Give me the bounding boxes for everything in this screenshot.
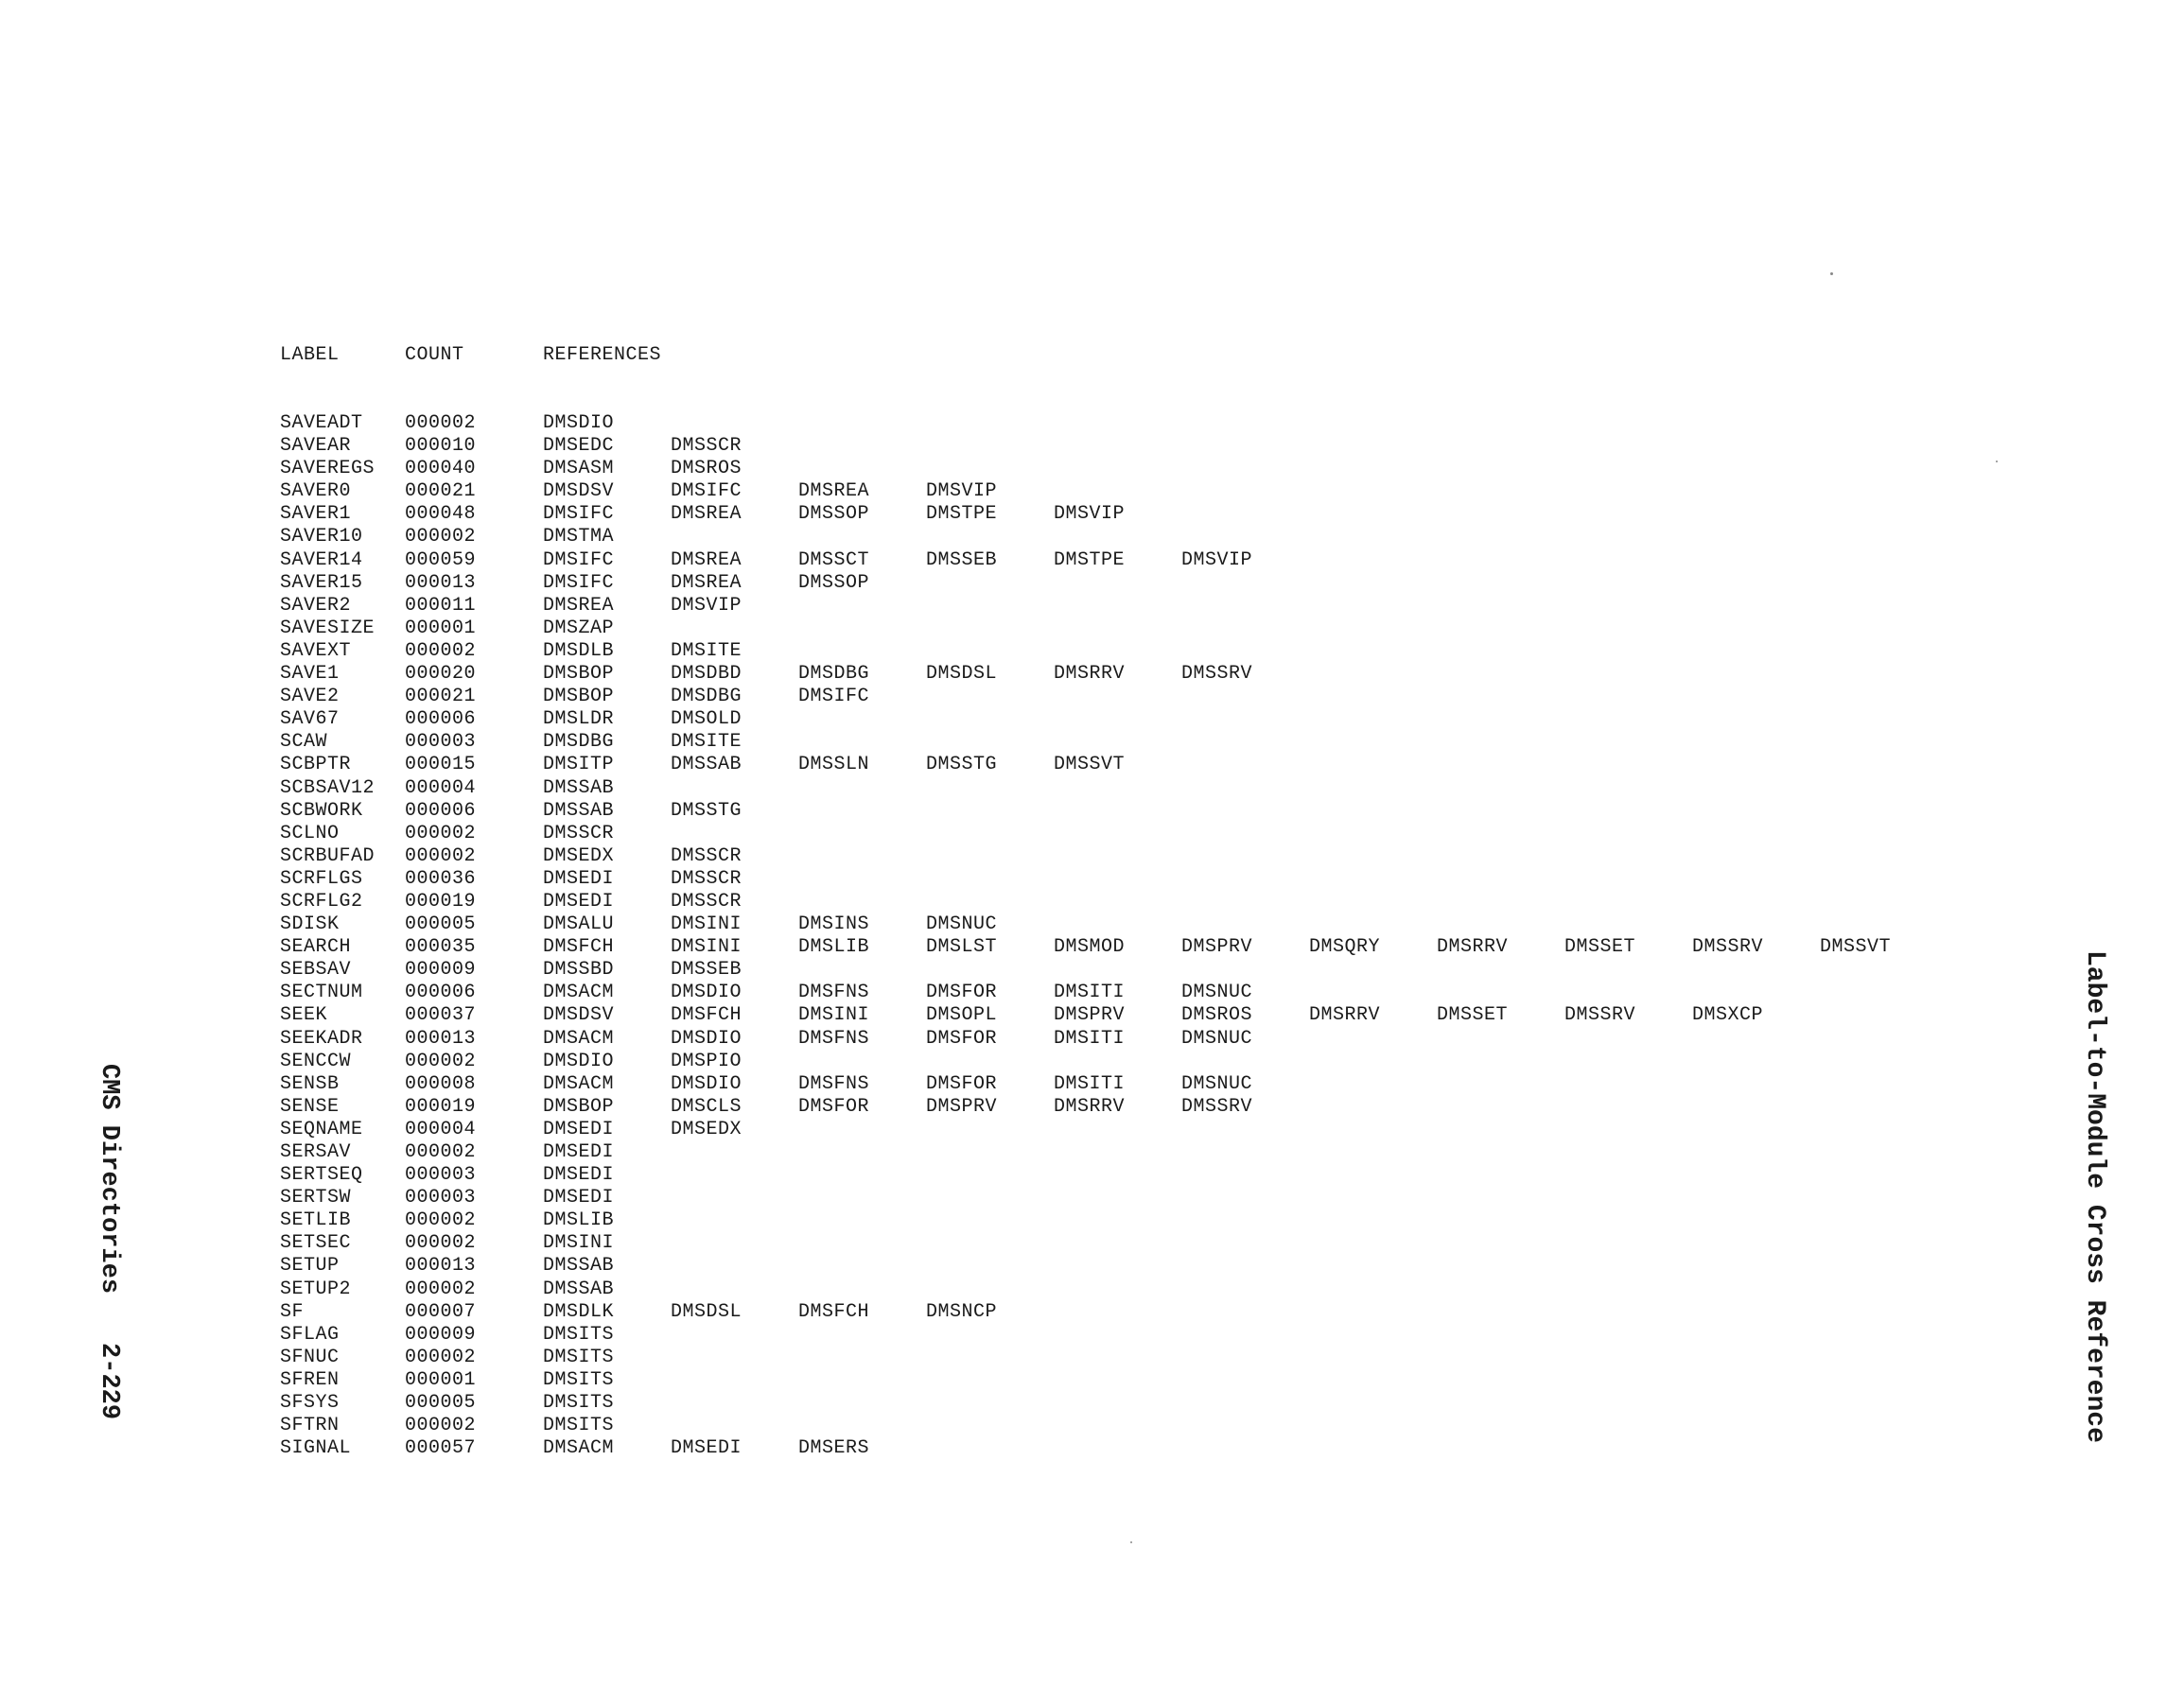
row-count: 000006 <box>405 708 477 731</box>
module-reference: DMSROS <box>671 458 743 480</box>
module-reference: DMSITS <box>543 1323 615 1346</box>
module-reference: DMSINI <box>671 913 743 936</box>
section-title: CMS Directories <box>95 1064 123 1295</box>
row-label: SCLNO <box>280 822 340 844</box>
row-count: 000002 <box>405 1050 477 1072</box>
module-reference: DMSSRV <box>1181 663 1253 686</box>
row-count: 000009 <box>405 1323 477 1346</box>
row-label: SAV67 <box>280 708 340 731</box>
module-reference: DMSFCH <box>543 936 615 959</box>
module-reference: DMSVIP <box>671 594 743 617</box>
module-reference: DMSINI <box>543 1232 615 1255</box>
module-reference: DMSITI <box>1054 1027 1126 1050</box>
module-reference: DMSEDI <box>543 867 615 890</box>
row-label: SAVEXT <box>280 639 352 662</box>
module-reference: DMSLST <box>926 936 998 959</box>
module-reference: DMSPRV <box>926 1095 998 1118</box>
module-reference: DMSASM <box>543 458 615 480</box>
module-reference: DMSITS <box>543 1346 615 1368</box>
module-reference: DMSRRV <box>1054 1095 1126 1118</box>
module-reference: DMSVIP <box>1054 503 1126 526</box>
module-reference: DMSIFC <box>798 686 870 708</box>
scan-speck <box>1996 461 1998 462</box>
row-count: 000002 <box>405 1415 477 1437</box>
module-reference: DMSVIP <box>926 480 998 503</box>
module-reference: DMSRRV <box>1054 663 1126 686</box>
module-reference: DMSNUC <box>926 913 998 936</box>
row-label: SEEKADR <box>280 1027 363 1050</box>
module-reference: DMSNCP <box>926 1300 998 1323</box>
module-reference: DMSSAB <box>543 1278 615 1300</box>
row-label: SCRFLGS <box>280 867 363 890</box>
module-reference: DMSDIO <box>671 1027 743 1050</box>
row-label: SERTSW <box>280 1187 352 1209</box>
module-reference: DMSRRV <box>1309 1004 1381 1027</box>
left-margin-caption <box>95 1064 123 1480</box>
row-label: SAVE1 <box>280 663 340 686</box>
row-label: SAVER2 <box>280 594 352 617</box>
row-label: SDISK <box>280 913 340 936</box>
row-count: 000005 <box>405 1392 477 1415</box>
row-label: SFREN <box>280 1368 340 1391</box>
module-reference: DMSSLN <box>798 754 870 776</box>
module-reference: DMSDLB <box>543 639 615 662</box>
module-reference: DMSSRV <box>1564 1004 1636 1027</box>
row-label: SAVER15 <box>280 571 363 594</box>
module-reference: DMSEDX <box>543 844 615 867</box>
row-count: 000002 <box>405 1232 477 1255</box>
module-reference: DMSSTG <box>671 799 743 822</box>
module-reference: DMSBOP <box>543 1095 615 1118</box>
row-label: SAVER14 <box>280 548 363 571</box>
module-reference: DMSFOR <box>926 1072 998 1095</box>
module-reference: DMSSBD <box>543 959 615 982</box>
module-reference: DMSITI <box>1054 1072 1126 1095</box>
row-count: 000059 <box>405 548 477 571</box>
module-reference: DMSITI <box>1054 982 1126 1004</box>
module-reference: DMSREA <box>671 548 743 571</box>
row-label: SETUP2 <box>280 1278 352 1300</box>
row-count: 000001 <box>405 617 477 639</box>
scan-speck <box>1830 272 1833 275</box>
module-reference: DMSEDI <box>543 1118 615 1140</box>
module-reference: DMSTPE <box>926 503 998 526</box>
row-count: 000019 <box>405 890 477 913</box>
row-count: 000009 <box>405 959 477 982</box>
row-count: 000035 <box>405 936 477 959</box>
module-reference: DMSFCH <box>671 1004 743 1027</box>
row-count: 000003 <box>405 1187 477 1209</box>
module-reference: DMSBOP <box>543 663 615 686</box>
module-reference: DMSDIO <box>543 1050 615 1072</box>
module-reference: DMSBOP <box>543 686 615 708</box>
count-column-header: COUNT <box>405 344 464 366</box>
module-reference: DMSNUC <box>1181 1072 1253 1095</box>
row-label: SCBSAV12 <box>280 776 376 799</box>
module-reference: DMSITS <box>543 1368 615 1391</box>
module-reference: DMSDSL <box>926 663 998 686</box>
row-count: 000010 <box>405 435 477 458</box>
row-label: SENSE <box>280 1095 340 1118</box>
module-reference: DMSZAP <box>543 617 615 639</box>
row-label: SERTSEQ <box>280 1164 363 1187</box>
references-column-header: REFERENCES <box>543 344 662 366</box>
module-reference: DMSSTG <box>926 754 998 776</box>
row-count: 000020 <box>405 663 477 686</box>
row-count: 000003 <box>405 731 477 754</box>
module-reference: DMSITS <box>543 1415 615 1437</box>
module-reference: DMSDSL <box>671 1300 743 1323</box>
module-reference: DMSNUC <box>1181 1027 1253 1050</box>
module-reference: DMSPIO <box>671 1050 743 1072</box>
row-label: SFNUC <box>280 1346 340 1368</box>
module-reference: DMSSOP <box>798 503 870 526</box>
row-label: SF <box>280 1300 305 1323</box>
row-label: SIGNAL <box>280 1437 352 1460</box>
module-reference: DMSREA <box>671 503 743 526</box>
module-reference: DMSDBG <box>671 686 743 708</box>
module-reference: DMSDBD <box>671 663 743 686</box>
module-reference: DMSITP <box>543 754 615 776</box>
module-reference: DMSXCP <box>1692 1004 1764 1027</box>
row-count: 000021 <box>405 480 477 503</box>
module-reference: DMSREA <box>543 594 615 617</box>
module-reference: DMSSEB <box>926 548 998 571</box>
module-reference: DMSSVT <box>1820 936 1892 959</box>
module-reference: DMSFNS <box>798 982 870 1004</box>
module-reference: DMSIFC <box>543 503 615 526</box>
row-count: 000019 <box>405 1095 477 1118</box>
module-reference: DMSITE <box>671 639 743 662</box>
module-reference: DMSSOP <box>798 571 870 594</box>
row-count: 000015 <box>405 754 477 776</box>
module-reference: DMSSET <box>1437 1004 1509 1027</box>
row-count: 000002 <box>405 412 477 434</box>
row-count: 000037 <box>405 1004 477 1027</box>
row-count: 000013 <box>405 1255 477 1278</box>
row-count: 000002 <box>405 1278 477 1300</box>
module-reference: DMSOLD <box>671 708 743 731</box>
row-count: 000057 <box>405 1437 477 1460</box>
module-reference: DMSACM <box>543 1437 615 1460</box>
module-reference: DMSSAB <box>671 754 743 776</box>
row-count: 000002 <box>405 1346 477 1368</box>
row-count: 000004 <box>405 776 477 799</box>
row-label: SAVEAR <box>280 435 352 458</box>
row-count: 000002 <box>405 526 477 548</box>
row-label: SAVEREGS <box>280 458 376 480</box>
module-reference: DMSSAB <box>543 776 615 799</box>
module-reference: DMSEDI <box>543 890 615 913</box>
row-count: 000011 <box>405 594 477 617</box>
module-reference: DMSVIP <box>1181 548 1253 571</box>
module-reference: DMSSRV <box>1692 936 1764 959</box>
module-reference: DMSSAB <box>543 1255 615 1278</box>
row-label: SCRBUFAD <box>280 844 376 867</box>
module-reference: DMSINS <box>798 913 870 936</box>
module-reference: DMSINI <box>671 936 743 959</box>
row-label: SCRFLG2 <box>280 890 363 913</box>
module-reference: DMSEDI <box>671 1437 743 1460</box>
module-reference: DMSOPL <box>926 1004 998 1027</box>
row-label: SEEK <box>280 1004 328 1027</box>
module-reference: DMSSRV <box>1181 1095 1253 1118</box>
row-count: 000008 <box>405 1072 477 1095</box>
row-label: SAVER0 <box>280 480 352 503</box>
row-label: SAVESIZE <box>280 617 376 639</box>
module-reference: DMSFOR <box>798 1095 870 1118</box>
module-reference: DMSEDI <box>543 1141 615 1163</box>
row-label: SCBWORK <box>280 799 363 822</box>
module-reference: DMSACM <box>543 1072 615 1095</box>
module-reference: DMSSCR <box>671 890 743 913</box>
module-reference: DMSINI <box>798 1004 870 1027</box>
row-label: SEQNAME <box>280 1118 363 1140</box>
module-reference: DMSDIO <box>671 1072 743 1095</box>
module-reference: DMSREA <box>671 571 743 594</box>
module-reference: DMSIFC <box>543 571 615 594</box>
module-reference: DMSIFC <box>543 548 615 571</box>
module-reference: DMSTPE <box>1054 548 1126 571</box>
scan-speck <box>1130 1541 1132 1543</box>
module-reference: DMSEDX <box>671 1118 743 1140</box>
row-label: SAVE2 <box>280 686 340 708</box>
module-reference: DMSFOR <box>926 1027 998 1050</box>
module-reference: DMSRRV <box>1437 936 1509 959</box>
row-count: 000002 <box>405 1209 477 1232</box>
module-reference: DMSMOD <box>1054 936 1126 959</box>
row-count: 000002 <box>405 639 477 662</box>
row-count: 000006 <box>405 799 477 822</box>
module-reference: DMSLDR <box>543 708 615 731</box>
row-label: SETLIB <box>280 1209 352 1232</box>
module-reference: DMSITS <box>543 1392 615 1415</box>
module-reference: DMSFNS <box>798 1027 870 1050</box>
module-reference: DMSFCH <box>798 1300 870 1323</box>
module-reference: DMSPRV <box>1054 1004 1126 1027</box>
module-reference: DMSSCR <box>671 844 743 867</box>
row-label: SENCCW <box>280 1050 352 1072</box>
row-count: 000048 <box>405 503 477 526</box>
module-reference: DMSIFC <box>671 480 743 503</box>
module-reference: DMSSCR <box>671 867 743 890</box>
module-reference: DMSCLS <box>671 1095 743 1118</box>
module-reference: DMSLIB <box>543 1209 615 1232</box>
module-reference: DMSSVT <box>1054 754 1126 776</box>
module-reference: DMSDBG <box>543 731 615 754</box>
right-margin-caption <box>2080 950 2109 1443</box>
label-column-header: LABEL <box>280 344 340 366</box>
row-count: 000040 <box>405 458 477 480</box>
chapter-title: Label-to-Module Cross Reference <box>2080 950 2109 1443</box>
module-reference: DMSSEB <box>671 959 743 982</box>
module-reference: DMSDBG <box>798 663 870 686</box>
row-count: 000021 <box>405 686 477 708</box>
module-reference: DMSROS <box>1181 1004 1253 1027</box>
module-reference: DMSSAB <box>543 799 615 822</box>
row-label: SETUP <box>280 1255 340 1278</box>
row-label: SERSAV <box>280 1141 352 1163</box>
row-label: SAVER10 <box>280 526 363 548</box>
row-label: SAVER1 <box>280 503 352 526</box>
row-count: 000013 <box>405 1027 477 1050</box>
module-reference: DMSSCR <box>543 822 615 844</box>
row-label: SFLAG <box>280 1323 340 1346</box>
page-number: 2-229 <box>95 1343 123 1420</box>
row-count: 000005 <box>405 913 477 936</box>
module-reference: DMSDLK <box>543 1300 615 1323</box>
row-count: 000007 <box>405 1300 477 1323</box>
row-label: SENSB <box>280 1072 340 1095</box>
module-reference: DMSREA <box>798 480 870 503</box>
module-reference: DMSEDC <box>543 435 615 458</box>
row-count: 000002 <box>405 844 477 867</box>
row-label: SETSEC <box>280 1232 352 1255</box>
row-label: SEARCH <box>280 936 352 959</box>
row-count: 000002 <box>405 1141 477 1163</box>
module-reference: DMSTMA <box>543 526 615 548</box>
row-label: SAVEADT <box>280 412 363 434</box>
row-count: 000004 <box>405 1118 477 1140</box>
module-reference: DMSPRV <box>1181 936 1253 959</box>
row-count: 000002 <box>405 822 477 844</box>
module-reference: DMSSCT <box>798 548 870 571</box>
row-label: SCBPTR <box>280 754 352 776</box>
module-reference: DMSACM <box>543 1027 615 1050</box>
module-reference: DMSDSV <box>543 480 615 503</box>
row-count: 000003 <box>405 1164 477 1187</box>
row-count: 000013 <box>405 571 477 594</box>
module-reference: DMSNUC <box>1181 982 1253 1004</box>
row-label: SFSYS <box>280 1392 340 1415</box>
row-label: SCAW <box>280 731 328 754</box>
module-reference: DMSSCR <box>671 435 743 458</box>
row-label: SEBSAV <box>280 959 352 982</box>
module-reference: DMSDIO <box>671 982 743 1004</box>
module-reference: DMSLIB <box>798 936 870 959</box>
module-reference: DMSQRY <box>1309 936 1381 959</box>
module-reference: DMSSET <box>1564 936 1636 959</box>
module-reference: DMSEDI <box>543 1187 615 1209</box>
row-count: 000006 <box>405 982 477 1004</box>
row-count: 000001 <box>405 1368 477 1391</box>
module-reference: DMSACM <box>543 982 615 1004</box>
row-label: SECTNUM <box>280 982 363 1004</box>
module-reference: DMSITE <box>671 731 743 754</box>
module-reference: DMSALU <box>543 913 615 936</box>
row-label: SFTRN <box>280 1415 340 1437</box>
module-reference: DMSDSV <box>543 1004 615 1027</box>
module-reference: DMSFOR <box>926 982 998 1004</box>
module-reference: DMSDIO <box>543 412 615 434</box>
module-reference: DMSFNS <box>798 1072 870 1095</box>
module-reference: DMSEDI <box>543 1164 615 1187</box>
row-count: 000036 <box>405 867 477 890</box>
module-reference: DMSERS <box>798 1437 870 1460</box>
